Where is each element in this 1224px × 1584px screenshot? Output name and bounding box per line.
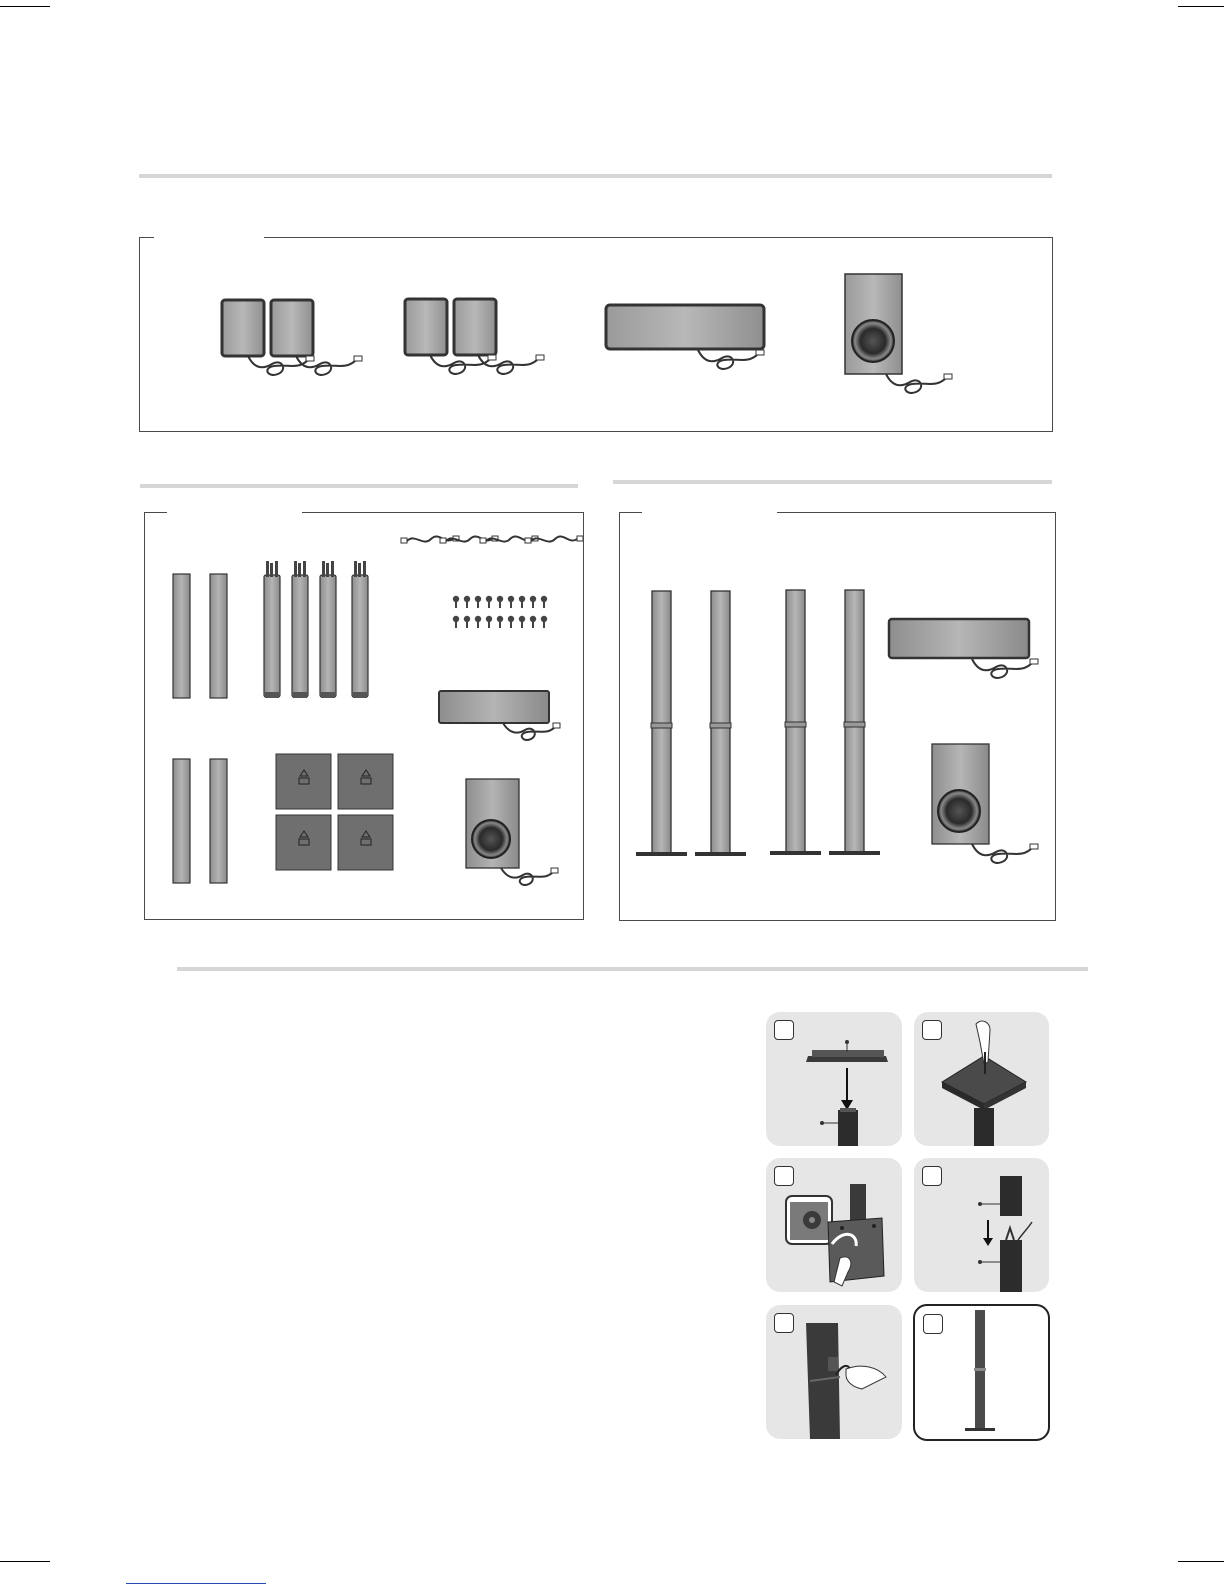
center-speaker-icon (889, 619, 1038, 678)
screw-icon (453, 596, 547, 628)
components-panel (144, 512, 584, 920)
assembled-panel (619, 512, 1056, 921)
speakers-panel (139, 237, 1053, 432)
speaker-cable-icon (401, 536, 583, 543)
step-4-panel (914, 1158, 1049, 1292)
section-rule-assembled (613, 480, 1052, 484)
crop-mark-top-right (1178, 6, 1224, 7)
crop-mark-top-left (0, 6, 50, 7)
section-rule-speakers (139, 174, 1052, 178)
section-rule-installation (177, 967, 1088, 971)
route-cable-icon (766, 1305, 902, 1439)
subwoofer-icon (845, 274, 952, 393)
screw-base-icon (914, 1012, 1049, 1146)
surround-speakers-pair-icon (405, 299, 544, 374)
subwoofer-icon (466, 779, 558, 885)
front-speakers-pair-icon (222, 300, 362, 375)
assembled-illustration (620, 513, 1055, 920)
speakers-illustration (140, 238, 1052, 431)
completed-speaker-icon (915, 1306, 1048, 1439)
center-speaker-icon (606, 305, 764, 369)
stand-base-icon (276, 754, 393, 870)
fasten-speaker-icon (766, 1158, 902, 1292)
step-5-panel (766, 1305, 902, 1439)
attach-base-icon (766, 1012, 902, 1146)
subwoofer-icon (932, 744, 1038, 863)
section-rule-components (140, 484, 578, 488)
crop-mark-bottom-left (0, 1561, 50, 1562)
crop-mark-bottom-right (1178, 1561, 1224, 1562)
center-speaker-icon (439, 691, 560, 740)
step-1-panel (766, 1012, 902, 1146)
join-column-icon (914, 1158, 1049, 1292)
step-2-panel (914, 1012, 1049, 1146)
tallboy-speaker-icon (636, 590, 880, 856)
step-6-panel (913, 1304, 1050, 1441)
step-3-panel (766, 1158, 902, 1292)
components-illustration (145, 513, 583, 919)
